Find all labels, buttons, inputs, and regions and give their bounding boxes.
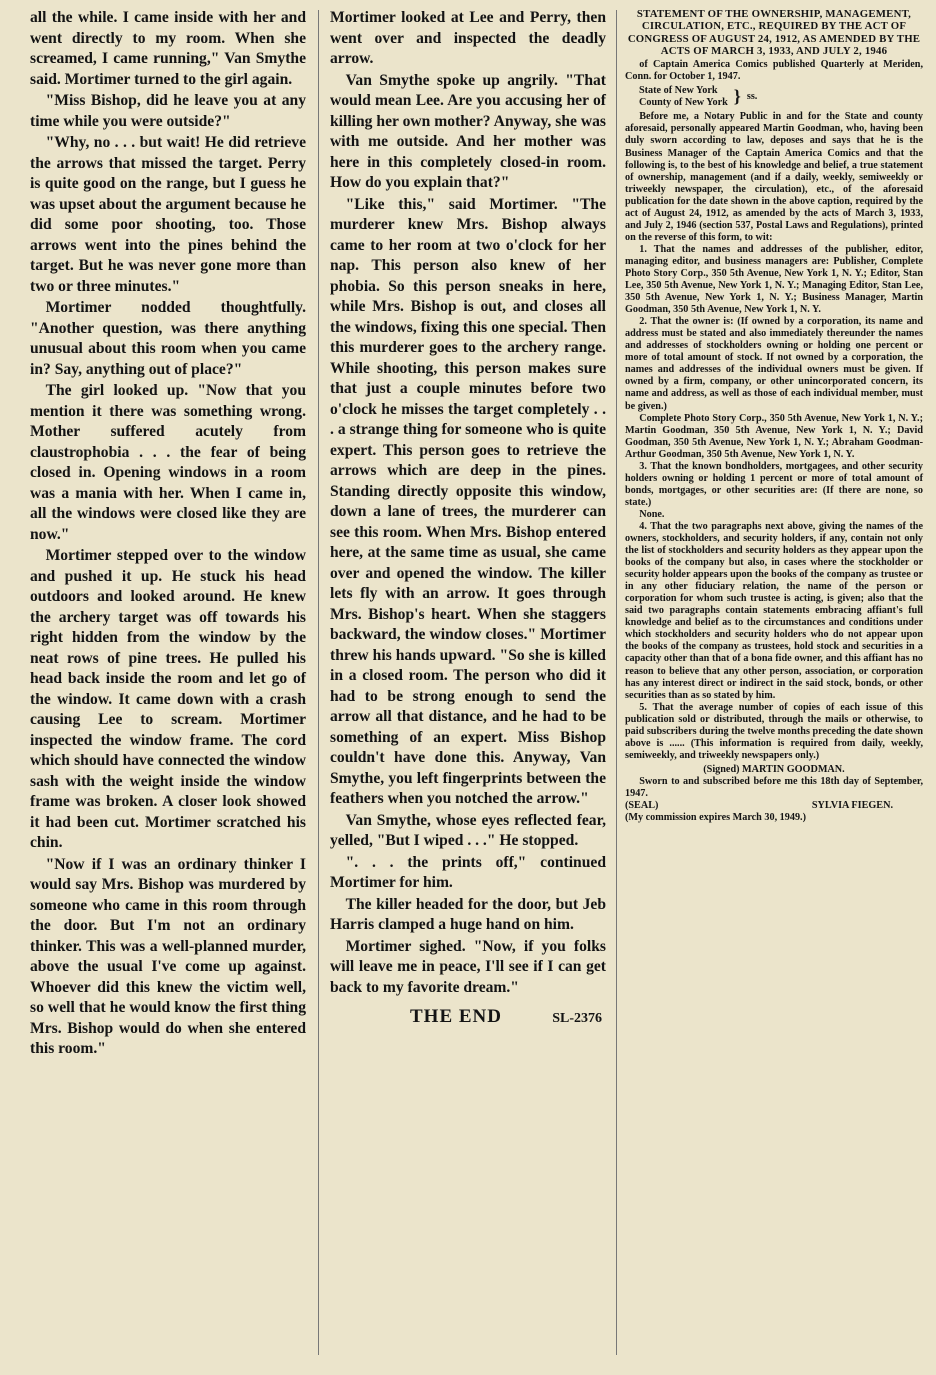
county-line: County of New York — [639, 97, 728, 109]
story-column-1 — [30, 8, 306, 1061]
story-column-2 — [330, 8, 606, 1028]
column-divider — [318, 10, 319, 1355]
statement-notary-paragraph: Before me, a Notary Public in and for the State and county aforesaid, personally appeared Martin Goodman, who, having been duly sworn according to law, deposes and says that he is the Business Manager of the Captain America Comics and that the following is, to the best of his knowledge and belief, a true statement of ownership, management (and if a daily, weekly, semiweekly or triweekly newspaper, the circulation), etc., of the aforesaid publication for the date shown in the above caption, required by the act of August 24, 1912, as amended by the acts of March 3, 1933, and July 2, 1946 (section 537, Postal Laws and Regulations), printed on the reverse of this form, to wit: — [625, 111, 923, 243]
state-line: State of New York — [639, 85, 718, 97]
story-paragraph: Mortimer sighed. "Now, if you folks will leave me in peace, I'll see if I can get back to my favorite dream." — [330, 937, 606, 996]
brace-glyph: } — [733, 86, 741, 107]
statement-sworn: Sworn to and subscribed before me this 18th day of September, 1947. — [625, 775, 923, 799]
story-paragraph: The killer headed for the door, but Jeb Harris clamped a huge hand on him. — [330, 895, 606, 933]
ownership-statement — [625, 8, 923, 824]
the-end-label: THE END — [410, 1006, 502, 1027]
story-paragraph: "Why, no . . . but wait! He did retrieve the arrows that missed the target. Perry is quite good on the range, but I guess he was upset about the argument because he did some poor shooting, too. Those arrows went into the pines behind the target. But he was never gone more than two or three minutes." — [30, 134, 306, 295]
story-paragraph: all the while. I came inside with her and went directly to my room. When she screamed, I came running," Van Smythe said. Mortimer turned to the girl again. — [30, 9, 306, 88]
column-divider — [616, 10, 617, 1355]
statement-seal-line — [625, 800, 923, 812]
story-code: SL-2376 — [552, 1011, 602, 1026]
story-paragraph: ". . . the prints off," continued Mortimer for him. — [330, 853, 606, 891]
story-end-line — [330, 1006, 606, 1028]
notary-name: SYLVIA FIEGEN. — [811, 800, 893, 812]
statement-paragraph-3: 3. That the known bondholders, mortgagees, and other security holders owning or holding 1 percent or more of total amount of bonds, mortgages, or other securities are: (If there are none, so state.) — [625, 460, 923, 508]
commission-expiry: (My commission expires March 30, 1949.) — [625, 812, 806, 824]
ss-label: ss. — [746, 91, 758, 103]
statement-signature: (Signed) MARTIN GOODMAN. — [703, 763, 845, 775]
story-paragraph: The girl looked up. "Now that you mention it there was something wrong. Mother suffered acutely from claustrophobia . . . the fear of being closed in. Opening windows in a room was a mania with her. When I came in, all the windows were closed like they are now." — [30, 382, 306, 543]
story-paragraph: Van Smythe spoke up angrily. "That would mean Lee. Are you accusing her of killing her own mother? Anyway, she was with me outside. And her mother was here in this completely closed-in room. How do you explain that?" — [330, 71, 606, 191]
seal-label: (SEAL) — [625, 800, 659, 812]
statement-paragraph-2: 2. That the owner is: (If owned by a corporation, its name and address must be stated and also immediately thereunder the names and addresses of stockholders owning or holding one percent or more of total amount of stock. If not owned by a corporation, the names and addresses of the individual owners must be given. If owned by a firm, company, or other unincorporated concern, its name and address, as well as those of each individual member, must be given.) — [625, 316, 923, 412]
story-paragraph: "Now if I was an ordinary thinker I would say Mrs. Bishop was murdered by someone who came in this room through the door. But I'm not an ordinary thinker. This was a well-planned murder, above the usual I've come up against. Whoever did this knew the victim well, so well that he would know the first thing Mrs. Bishop would do when she entered this room." — [30, 855, 306, 1057]
statement-paragraph-5: 5. That the average number of copies of each issue of this publication sold or distributed, through the mails or otherwise, to paid subscribers during the twelve months preceding the date shown above is ...... (This information is required from daily, weekly, semiweekly, and triweekly newspapers only.) — [625, 701, 923, 761]
statement-owners-list: Complete Photo Story Corp., 350 5th Avenue, New York 1, N. Y.; Martin Goodman, 350 5th Avenue, New York 1, N. Y.; David Goodman, 350 5th Avenue, New York 1, N. Y.; Abraham Goodman-Arthur Goodman, 350 5th Avenue, New York 1, N. Y. — [625, 412, 923, 460]
story-paragraph: Mortimer stepped over to the window and pushed it up. He stuck his head outdoors and looked around. He knew the archery target was off towards his right hidden from the window by the neat rows of pine trees. He pulled his head back inside the room and let go of the window. It came down with a crash causing Lee to scream. Mortimer inspected the window frame. The cord which should have connected the window sash with the weight inside the window frame was broken. A closer look showed it had been cut. Mortimer scratched his chin. — [30, 547, 306, 851]
story-column-2-paragraphs — [330, 8, 606, 998]
statement-paragraph-4: 4. That the two paragraphs next above, giving the names of the owners, stockholders, and security holders, if any, contain not only the list of stockholders and security holders as they appear upon the books of the company but also, in cases where the stockholder or security holder appears upon the books of the company as trustee or in any other fiduciary relation, the name of the person or corporation for whom such trustee is acting, is given; also that the said two paragraphs contain statements embracing affiant's full knowledge and belief as to the circumstances and conditions under which stockholders and security holders who do not appear upon the books of the company as trustees, hold stock and securities in a capacity other than that of a bona fide owner, and this affiant has no reason to believe that any other person, association, or corporation has any interest direct or indirect in the said stock, bonds, or other securities than as so stated by him. — [625, 520, 923, 701]
statement-none: None. — [639, 508, 665, 520]
story-paragraph: Mortimer nodded thoughtfully. "Another question, was there anything unusual about this room when you came in? Say, anything out of place?" — [30, 299, 306, 378]
statement-intro: of Captain America Comics published Quarterly at Meriden, Conn. for October 1, 1947. — [625, 59, 923, 83]
story-paragraph: "Miss Bishop, did he leave you at any time while you were outside?" — [30, 92, 306, 130]
statement-venue — [639, 85, 923, 109]
story-paragraph: Van Smythe, whose eyes reflected fear, yelled, "But I wiped . . ." He stopped. — [330, 811, 606, 849]
story-paragraph: Mortimer looked at Lee and Perry, then went over and inspected the deadly arrow. — [330, 9, 606, 67]
story-paragraph: "Like this," said Mortimer. "The murderer knew Mrs. Bishop always came to her room at two o'clock for her nap. This person also knew of her phobia. So this person sneaks in here, while Mrs. Bishop is out, and closes all the windows, fixing this one special. Then this murderer goes to the archery range. While shooting, this person makes sure that just a couple minutes before two o'clock he misses the target completely . . . a strange thing for someone who is quite expert. This person goes to retrieve the arrows which are deep in the pines. Standing directly opposite this window, down a lane of trees, the murderer can see this room. When Mrs. Bishop entered here, at the same time as usual, she came over and opened the window. The killer lets fly with an arrow. It goes through Mrs. Bishop's heart. When she staggers backward, the window closes." Mortimer threw his hands upward. "So she is killed in a closed room. The person who did it had to be strong enough to send the arrow all that distance, and he had to be something of an expert. Miss Bishop couldn't have done this. Anyway, Van Smythe, you left fingerprints between the feathers when you notched the arrow." — [330, 195, 606, 807]
statement-paragraph-1: 1. That the names and addresses of the publisher, editor, managing editor, and business managers are: Publisher, Complete Photo Story Corp., 350 5th Avenue, New York 1, N. Y.; Editor, Stan Lee, 350 5th Avenue, New York 1, N. Y.; Managing Editor, Stan Lee, 350 5th Avenue, New York 1, N. Y.; Business Manager, Martin Goodman, 350 5th Avenue, New York 1, N. Y. — [625, 243, 923, 316]
statement-title: STATEMENT OF THE OWNERSHIP, MANAGEMENT, CIRCULATION, ETC., REQUIRED BY THE ACT OF CONGRESS OF AUGUST 24, 1912, AS AMENDED BY THE ACTS OF MARCH 3, 1933, AND JULY 2, 1946 — [627, 8, 921, 57]
